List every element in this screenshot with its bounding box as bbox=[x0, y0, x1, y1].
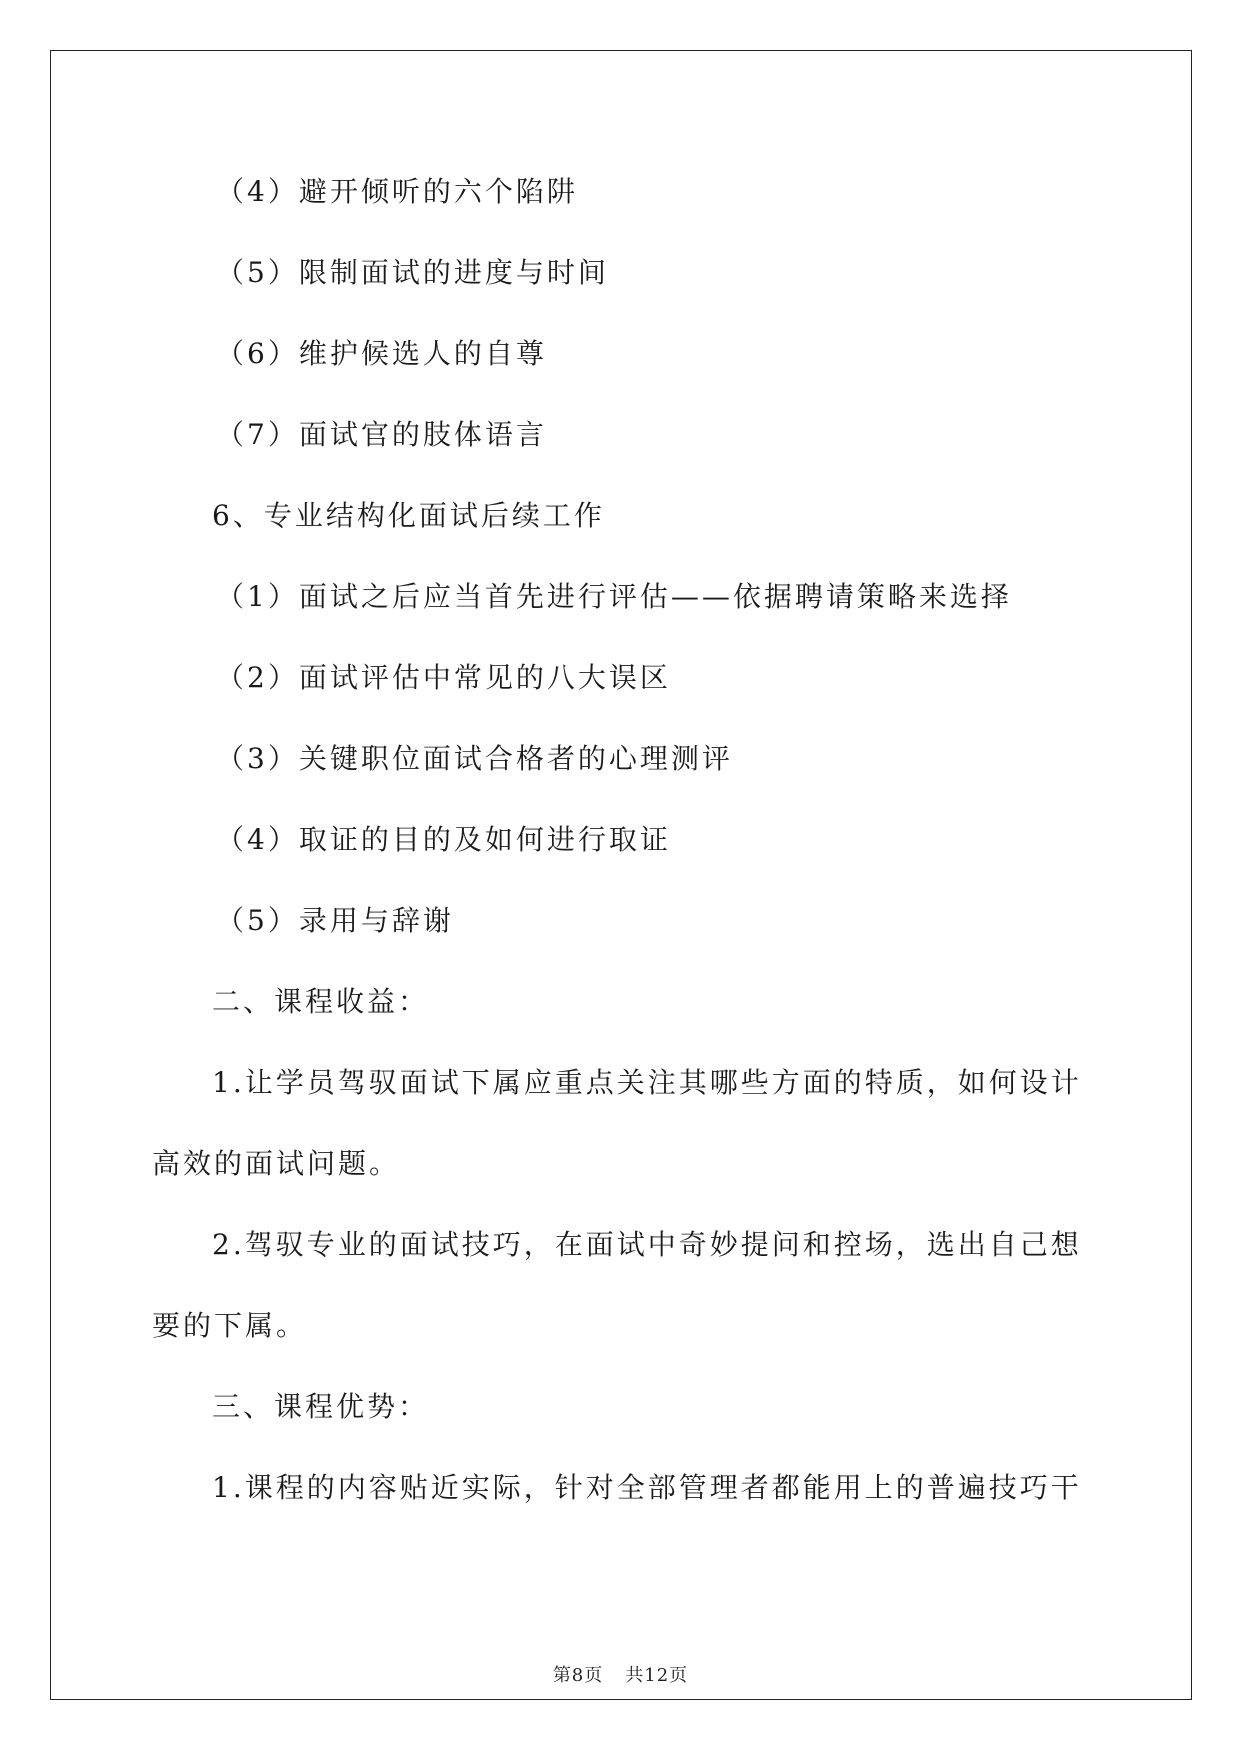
section-heading: 三、课程优势： bbox=[212, 1390, 430, 1423]
page-total: 共12页 bbox=[625, 1665, 689, 1686]
page-number: 第8页 bbox=[552, 1665, 604, 1686]
text-line: （5）限制面试的进度与时间 bbox=[216, 256, 609, 289]
text-line: （4）取证的目的及如何进行取证 bbox=[216, 823, 671, 856]
paragraph-line: 1.课程的内容贴近实际，针对全部管理者都能用上的普遍技巧干 bbox=[212, 1471, 1082, 1504]
page-border bbox=[50, 50, 1192, 1700]
section-heading: 6、专业结构化面试后续工作 bbox=[212, 499, 605, 532]
text-line: （6）维护候选人的自尊 bbox=[216, 337, 547, 370]
paragraph-line: 要的下属。 bbox=[152, 1309, 308, 1342]
paragraph-line: 1.让学员驾驭面试下属应重点关注其哪些方面的特质，如何设计 bbox=[212, 1066, 1082, 1099]
section-heading: 二、课程收益： bbox=[212, 985, 430, 1018]
text-line: （5）录用与辞谢 bbox=[216, 904, 454, 937]
text-line: （4）避开倾听的六个陷阱 bbox=[216, 175, 578, 208]
paragraph-line: 2.驾驭专业的面试技巧，在面试中奇妙提问和控场，选出自己想 bbox=[212, 1228, 1082, 1261]
text-line: （3）关键职位面试合格者的心理测评 bbox=[216, 742, 733, 775]
text-line: （7）面试官的肢体语言 bbox=[216, 418, 547, 451]
text-line: （2）面试评估中常见的八大误区 bbox=[216, 661, 671, 694]
paragraph-line: 高效的面试问题。 bbox=[152, 1147, 401, 1180]
text-line: （1）面试之后应当首先进行评估——依据聘请策略来选择 bbox=[216, 580, 1012, 613]
page-footer bbox=[0, 1661, 1241, 1687]
